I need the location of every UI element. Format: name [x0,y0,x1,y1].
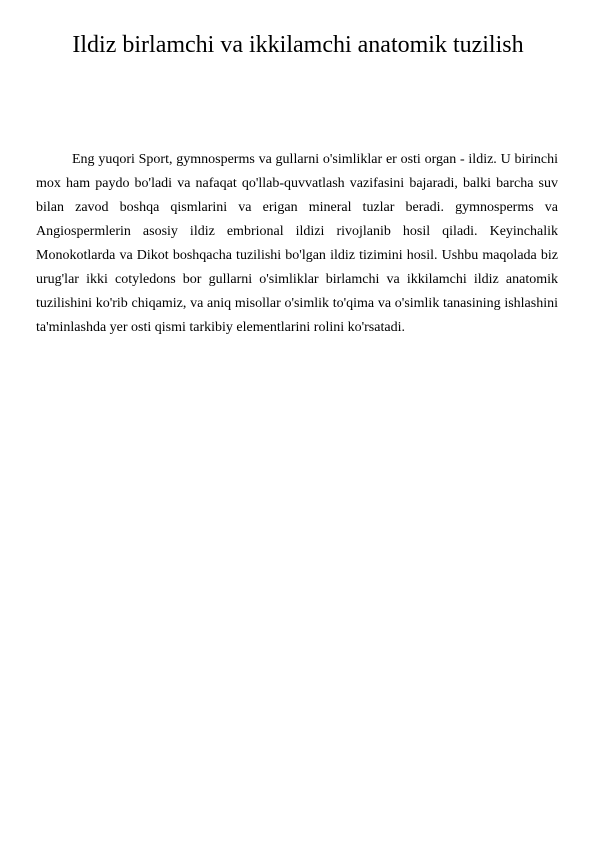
document-title: Ildiz birlamchi va ikkilamchi anatomik tuzilish [72,32,524,58]
body-paragraph: Eng yuqori Sport, gymnosperms va gullarni o'simliklar er osti organ - ildiz. U birinchi mox ham paydo bo'ladi va nafaqat qo'llab-quvvatlash vazifasini bajaradi, balki barcha suv bilan zavod boshqa qismlarini va erigan mineral tuzlar beradi. gymnosperms va Angiospermlerin asosiy ildiz embrional ildizi rivojlanib hosil qiladi. Keyinchalik Monokotlarda va Dikot boshqacha tuzilishi bo'lgan ildiz tizimini hosil. Ushbu maqolada biz urug'lar ikki cotyledons bor gullarni o'simliklar birlamchi va ikkilamchi ildiz anatomik tuzilishini ko'rib chiqamiz, va aniq misollar o'simlik to'qima va o'simlik tanasining ishlashini ta'minlashda yer osti qismi tarkibiy elementlarini rolini ko'rsatadi. [36,152,558,335]
